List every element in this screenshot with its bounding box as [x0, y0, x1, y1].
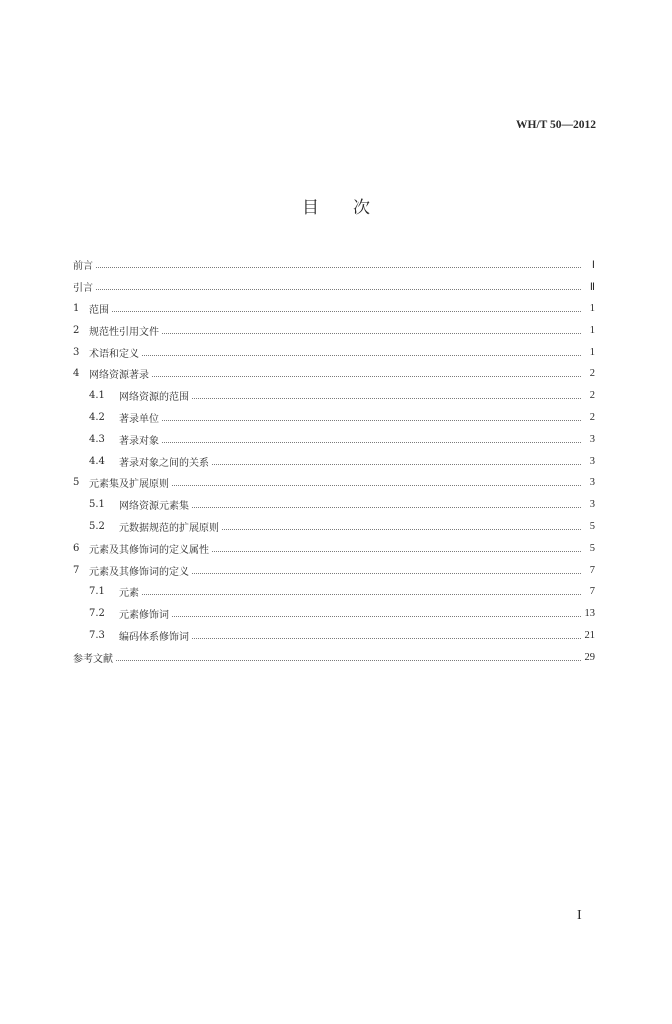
toc-entry-label: 网络资源元素集 [119, 501, 189, 513]
toc-entry-label: 引言 [73, 283, 93, 295]
toc-leader-dots [192, 638, 581, 639]
standard-suffix: /T 50—2012 [536, 119, 596, 131]
toc-leader-dots [142, 355, 581, 356]
toc-entry-page: 13 [584, 608, 595, 620]
toc-entry[interactable] [73, 516, 595, 538]
toc-entry[interactable] [73, 363, 595, 385]
toc-entry[interactable] [73, 385, 595, 407]
toc-leader-dots [172, 485, 581, 486]
toc-entry[interactable] [73, 603, 595, 625]
toc-leader-dots [192, 573, 581, 574]
table-of-contents [73, 254, 595, 668]
toc-entry-number: 4 [73, 368, 80, 380]
toc-leader-dots [212, 551, 581, 552]
toc-entry-label: 网络资源著录 [89, 370, 149, 382]
toc-entry-number: 3 [73, 346, 80, 358]
toc-entry-page: 1 [589, 302, 595, 314]
toc-entry-number: 4.2 [89, 411, 105, 423]
toc-entry-label: 元素 [119, 588, 139, 600]
toc-leader-dots [112, 311, 581, 312]
toc-entry-page: Ⅰ [591, 259, 595, 271]
toc-entry-label: 规范性引用文件 [89, 326, 159, 338]
title-right-char: 次 [353, 198, 370, 218]
toc-entry-page: 2 [589, 390, 595, 402]
toc-entry-number: 5 [73, 477, 80, 489]
standard-code [516, 119, 596, 131]
toc-entry-label: 著录单位 [119, 413, 159, 425]
toc-entry[interactable] [73, 537, 595, 559]
toc-entry-label: 网络资源的范围 [119, 392, 189, 404]
toc-entry-page: 29 [584, 651, 595, 663]
toc-leader-dots [142, 594, 581, 595]
toc-entry-number: 5.1 [89, 499, 105, 511]
toc-entry-label: 范围 [89, 304, 109, 316]
toc-entry-page: 1 [589, 324, 595, 336]
toc-entry-page: 5 [589, 520, 595, 532]
toc-entry-number: 7.3 [89, 629, 105, 641]
toc-entry[interactable] [73, 581, 595, 603]
toc-entry[interactable] [73, 341, 595, 363]
toc-entry-number: 4.4 [89, 455, 105, 467]
toc-leader-dots [162, 420, 581, 421]
toc-entry-page: 2 [589, 368, 595, 380]
title-left-char: 目 [302, 198, 319, 218]
toc-leader-dots [116, 660, 581, 661]
toc-entry[interactable] [73, 625, 595, 647]
toc-entry-page: 21 [584, 629, 595, 641]
toc-entry-page: 5 [589, 542, 595, 554]
toc-leader-dots [192, 398, 581, 399]
toc-leader-dots [162, 442, 581, 443]
toc-entry-label: 参考文献 [73, 653, 113, 665]
toc-entry-page: 3 [589, 433, 595, 445]
toc-entry[interactable] [73, 319, 595, 341]
toc-leader-dots [192, 507, 581, 508]
toc-leader-dots [212, 464, 581, 465]
toc-entry-page: Ⅱ [589, 281, 595, 293]
toc-entry-page: 2 [589, 411, 595, 423]
toc-entry-page: 3 [589, 455, 595, 467]
toc-entry[interactable] [73, 559, 595, 581]
toc-entry[interactable] [73, 298, 595, 320]
toc-leader-dots [172, 616, 581, 617]
toc-entry-label: 著录对象 [119, 435, 159, 447]
toc-entry[interactable] [73, 494, 595, 516]
standard-prefix: WH [516, 119, 537, 131]
toc-leader-dots [96, 267, 581, 268]
toc-entry-number: 1 [73, 302, 80, 314]
toc-entry-number: 7.1 [89, 586, 105, 598]
toc-entry-page: 1 [589, 346, 595, 358]
toc-entry-number: 2 [73, 324, 80, 336]
toc-leader-dots [152, 376, 581, 377]
toc-entry-number: 6 [73, 542, 80, 554]
toc-entry[interactable] [73, 472, 595, 494]
toc-entry-label: 元素及其修饰词的定义属性 [89, 544, 209, 556]
toc-entry-number: 7 [73, 564, 80, 576]
toc-leader-dots [162, 333, 581, 334]
toc-entry-label: 术语和定义 [89, 348, 139, 360]
toc-entry-label: 元素修饰词 [119, 610, 169, 622]
toc-leader-dots [96, 289, 581, 290]
toc-entry-label: 元素集及扩展原则 [89, 479, 169, 491]
toc-entry-label: 元数据规范的扩展原则 [119, 522, 219, 534]
toc-entry-number: 4.1 [89, 390, 105, 402]
toc-entry-page: 3 [589, 477, 595, 489]
toc-entry[interactable] [73, 407, 595, 429]
page-number: I [577, 908, 582, 923]
toc-entry-page: 3 [589, 499, 595, 511]
toc-entry-label: 前言 [73, 261, 93, 273]
toc-entry-label: 元素及其修饰词的定义 [89, 566, 189, 578]
toc-entry[interactable] [73, 428, 595, 450]
toc-entry-number: 5.2 [89, 520, 105, 532]
toc-entry[interactable] [73, 450, 595, 472]
page-title [0, 193, 672, 218]
toc-entry-label: 著录对象之间的关系 [119, 457, 209, 469]
toc-entry-page: 7 [589, 564, 595, 576]
toc-entry[interactable] [73, 276, 595, 298]
toc-entry-number: 7.2 [89, 608, 105, 620]
toc-entry[interactable] [73, 646, 595, 668]
toc-entry-number: 4.3 [89, 433, 105, 445]
toc-entry[interactable] [73, 254, 595, 276]
toc-entry-label: 编码体系修饰词 [119, 631, 189, 643]
toc-leader-dots [222, 529, 581, 530]
toc-entry-page: 7 [589, 586, 595, 598]
